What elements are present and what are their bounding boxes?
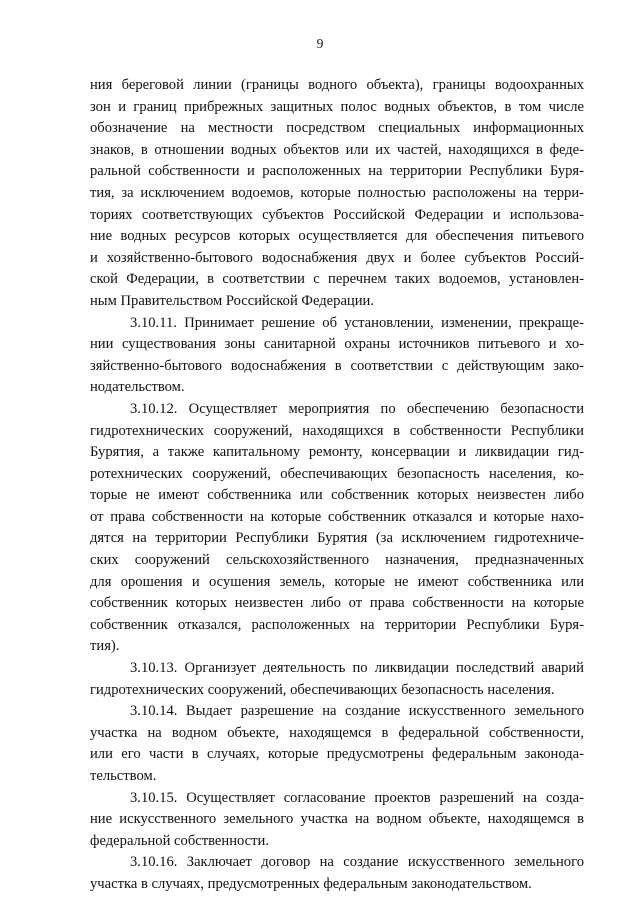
text-line: обозначение на местности посредством специальных информационных <box>90 120 584 137</box>
text-line: собственник отказался, расположенных на территории Республики Буря- <box>90 616 584 633</box>
text-line: тия, за исключением водоемов, которые полностью расположены на терри- <box>90 184 584 201</box>
text-line: Бурятия, а также капитальному ремонту, консервации и ликвидации гид- <box>90 444 584 461</box>
text-line: ние водных ресурсов которых осуществляется для обеспечения питьевого <box>90 228 584 245</box>
text-line: нодательством. <box>90 379 185 396</box>
text-line: ным Правительством Российской Федерации. <box>90 292 374 309</box>
text-line: гидротехнических сооружений, обеспечивающих безопасность населения. <box>90 681 555 698</box>
text-line: тия). <box>90 638 120 655</box>
text-line: дятся на территории Республики Бурятия (за исключением гидротехниче- <box>90 530 584 547</box>
text-line: 3.10.16. Заключает договор на создание искусственного земельного <box>130 854 584 871</box>
text-line: участка на водном объекте, находящемся в федеральной собственности, <box>90 724 584 741</box>
text-line: ния береговой линии (границы водного объекта), границы водоохранных <box>90 77 584 93</box>
text-line: ральной собственности и расположенных на территории Республики Буря- <box>90 163 584 180</box>
document-body <box>90 75 584 896</box>
text-line: для орошения и осушения земель, которые не имеют собственника или <box>90 573 584 590</box>
text-line: 3.10.13. Организует деятельность по ликвидации последствий аварий <box>130 660 584 677</box>
text-line: 3.10.15. Осуществляет согласование проектов разрешений на созда- <box>130 789 584 806</box>
text-line: федеральной собственности. <box>90 832 269 849</box>
text-line: собственник которых неизвестен либо от права собственности на которые <box>90 595 584 612</box>
text-line: гидротехнических сооружений, находящихся в собственности Республики <box>90 422 584 439</box>
text-line: зяйственно-бытового водоснабжения в соответствии с действующим зако- <box>90 357 584 374</box>
text-line: зон и границ прибрежных защитных полос водных объектов, в том числе <box>90 98 584 115</box>
text-line: ской Федерации, в соответствии с перечнем таких водоемов, установлен- <box>90 271 584 288</box>
text-line: и хозяйственно-бытового водоснабжения двух и более субъектов Россий- <box>90 249 584 266</box>
text-line: 3.10.14. Выдает разрешение на создание искусственного земельного <box>130 703 584 720</box>
text-line: ских сооружений сельскохозяйственного назначения, предназначенных <box>90 552 584 569</box>
text-line: ториях соответствующих субъектов Российской Федерации и использова- <box>90 206 584 223</box>
text-line: участка в случаях, предусмотренных федеральным законодательством. <box>90 875 532 892</box>
text-line: ние искусственного земельного участка на водном объекте, находящемся в <box>90 811 584 828</box>
text-line: или его части в случаях, которые предусмотрены федеральным законода- <box>90 746 584 763</box>
text-line: тельством. <box>90 768 157 784</box>
text-line: 3.10.12. Осуществляет мероприятия по обеспечению безопасности <box>130 400 584 417</box>
text-line: от права собственности на которые собственник отказался и которые нахо- <box>90 508 584 525</box>
text-line: 3.10.11. Принимает решение об установлении, изменении, прекраще- <box>130 314 584 331</box>
text-line: торые не имеют собственника или собственник которых неизвестен либо <box>90 487 584 504</box>
text-line: ротехнических сооружений, обеспечивающих безопасность населения, ко- <box>90 465 584 482</box>
text-line: нии существования зоны санитарной охраны источников питьевого и хо- <box>90 336 584 353</box>
text-line: знаков, в отношении водных объектов или их частей, находящихся в феде- <box>90 141 584 158</box>
page-number: 9 <box>316 36 324 51</box>
